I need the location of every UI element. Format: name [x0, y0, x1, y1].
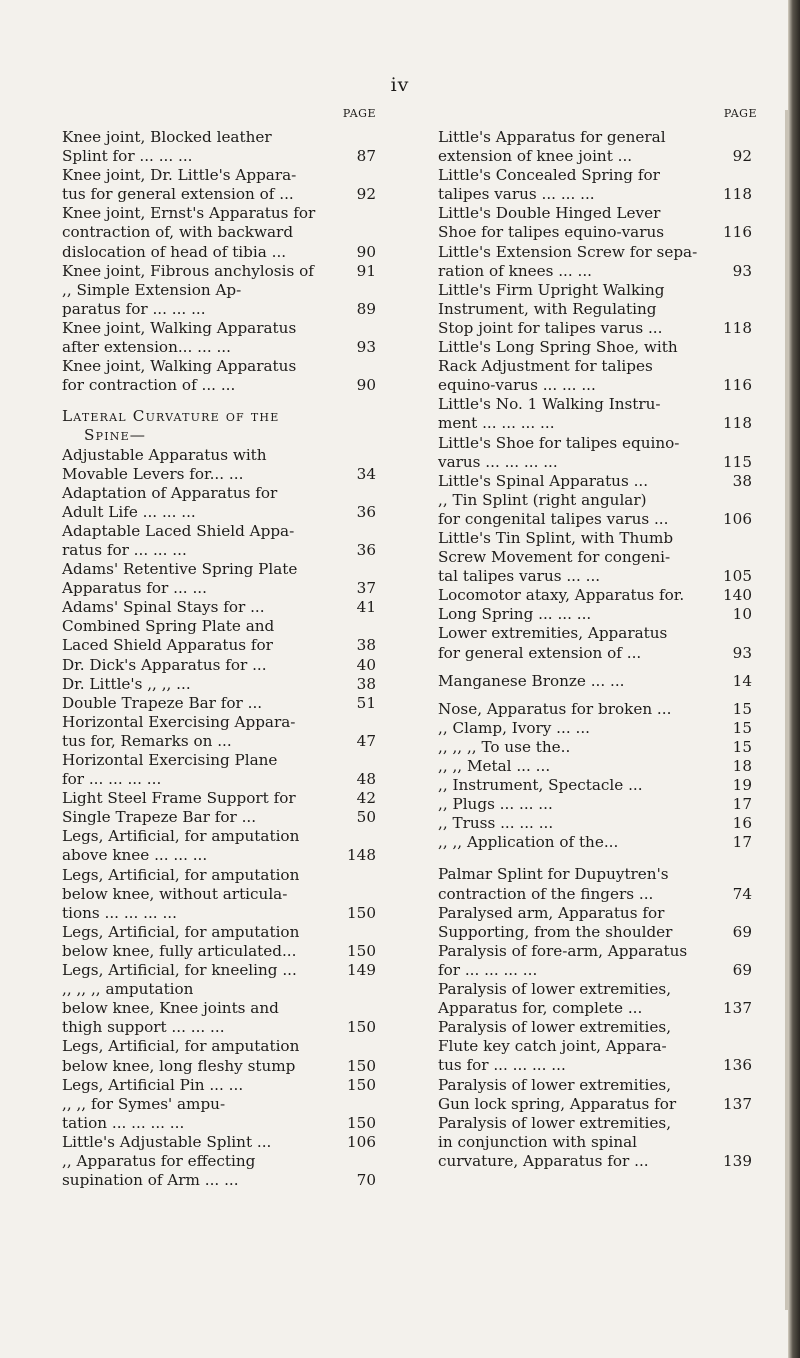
index-entry-line: Paralysis of lower extremities, — [438, 1113, 672, 1132]
page-reference: 115 — [723, 452, 752, 471]
page-reference: 93 — [732, 261, 752, 280]
index-entry-line: Combined Spring Plate and — [62, 617, 275, 636]
index-entry-line: ,, ,, ,, To use the.. — [438, 737, 571, 756]
index-entry-text — [62, 923, 376, 961]
page-reference: 42 — [356, 789, 376, 808]
index-entry-line: Palmar Splint for Dupuytren's — [438, 865, 669, 884]
index-entry-text — [438, 529, 748, 586]
page-reference: 91 — [356, 261, 376, 280]
index-entry — [438, 490, 752, 529]
index-entry-line: paratus for ... ... ... — [62, 299, 206, 318]
index-entry-line: Laced Shield Apparatus for — [62, 636, 273, 655]
index-entry-line: Legs, Artificial, for amputation — [62, 1037, 300, 1056]
index-entry — [438, 1113, 752, 1171]
index-entry-line: ,, Simple Extension Ap- — [62, 280, 242, 299]
index-entry-line: tation ... ... ... ... — [62, 1113, 185, 1132]
index-entry-text — [438, 738, 748, 757]
page-reference: 41 — [356, 598, 376, 617]
index-entry-line: Instrument, with Regulating — [438, 299, 657, 318]
index-entry-text — [438, 1018, 748, 1075]
index-entry-text — [62, 522, 376, 560]
index-entry-text — [438, 434, 748, 472]
index-entry — [62, 484, 376, 522]
index-entry-line: Adult Life ... ... ... — [62, 502, 196, 521]
index-entry — [438, 757, 752, 776]
index-entry-line: supination of Arm ... ... — [62, 1171, 239, 1190]
index-entry-text — [62, 789, 376, 808]
index-entry — [62, 262, 376, 281]
index-entry-text — [62, 560, 376, 598]
index-entry-text — [62, 446, 376, 484]
index-entry — [62, 1076, 376, 1095]
index-entry-line: Rack Adjustment for talipes — [438, 357, 653, 376]
index-entry-text — [438, 757, 748, 776]
index-entry — [62, 357, 376, 395]
index-entry-line: Adams' Retentive Spring Plate — [62, 560, 298, 579]
page-reference: 150 — [347, 1075, 376, 1094]
index-entry-line: Little's No. 1 Walking Instru- — [438, 395, 661, 414]
index-entry-line: for general extension of ... — [438, 643, 642, 662]
index-entry-line: ration of knees ... ... — [438, 261, 592, 280]
index-entry-text — [62, 961, 376, 980]
index-entry-line: Little's Double Hinged Lever — [438, 204, 661, 223]
page-reference: 150 — [347, 1056, 376, 1075]
page-reference: 148 — [347, 846, 376, 865]
index-entry-line: talipes varus ... ... ... — [438, 185, 595, 204]
index-entry-line: Shoe for talipes equino-varus — [438, 223, 665, 242]
section-heading — [62, 407, 376, 445]
page-reference: 105 — [723, 567, 752, 586]
index-entry — [438, 776, 752, 795]
page-reference: 69 — [732, 922, 752, 941]
page-reference: 51 — [356, 693, 376, 712]
index-entry — [62, 166, 376, 204]
index-entry-text — [438, 904, 748, 942]
index-entry — [62, 961, 376, 980]
index-entry-line: ,, Tin Splint (right angular) — [438, 490, 647, 509]
index-entry-text — [438, 605, 748, 624]
index-entry — [438, 699, 752, 719]
index-column-left — [62, 107, 376, 1190]
page-reference: 136 — [723, 1056, 752, 1075]
index-entry — [62, 560, 376, 598]
page-reference: 89 — [356, 299, 376, 318]
index-entry-line: Knee joint, Fibrous anchylosis of — [62, 261, 314, 280]
index-entry-text — [438, 814, 748, 833]
index-entry — [62, 751, 376, 789]
index-entry — [62, 694, 376, 713]
index-entry — [438, 586, 752, 605]
index-entry — [62, 617, 376, 655]
page-reference: 38 — [356, 636, 376, 655]
index-entry — [62, 923, 376, 961]
index-entry-text — [438, 281, 748, 338]
index-entry — [438, 204, 752, 242]
index-entry-text — [438, 624, 748, 662]
index-entry — [438, 280, 752, 338]
index-entry-text — [62, 617, 376, 655]
index-entry — [438, 865, 752, 903]
index-entry-text — [62, 694, 376, 713]
index-entry-text — [62, 319, 376, 357]
index-entry-line: ,, ,, Application of the... — [438, 833, 619, 852]
index-entry-text — [438, 776, 748, 795]
index-entry-line: Gun lock spring, Apparatus for — [438, 1094, 677, 1113]
page-reference: 87 — [356, 147, 376, 166]
index-entry-text — [62, 281, 376, 319]
index-entry-line: Dr. Little's ,, ,, ... — [62, 674, 191, 693]
index-entry-line: contraction of the fingers ... — [438, 884, 654, 903]
page-reference: 116 — [723, 376, 752, 395]
index-entry-line: Apparatus for, complete ... — [438, 999, 643, 1018]
index-entry — [438, 980, 752, 1018]
index-entry-line: for ... ... ... ... — [62, 770, 162, 789]
index-entry — [62, 789, 376, 808]
page-reference: 140 — [723, 586, 752, 605]
index-entry-line: Nose, Apparatus for broken ... — [438, 699, 672, 718]
index-entry-line: Dr. Dick's Apparatus for ... — [62, 655, 267, 674]
index-entry-text — [438, 472, 748, 491]
index-entry-line: above knee ... ... ... — [62, 846, 208, 865]
index-entry — [62, 1133, 376, 1152]
index-entry-text — [438, 586, 748, 605]
page-reference: 118 — [723, 414, 752, 433]
index-entry-line: Adams' Spinal Stays for ... — [62, 598, 265, 617]
page-reference: 70 — [356, 1171, 376, 1190]
page-reference: 48 — [356, 770, 376, 789]
index-entry — [62, 446, 376, 484]
index-entry — [62, 827, 376, 865]
index-entry-line: Paralysis of lower extremities, — [438, 1018, 672, 1037]
index-entry-text — [438, 1076, 748, 1114]
index-entry-text — [438, 719, 748, 738]
index-entry — [438, 433, 752, 472]
section-heading-line: Spine— — [84, 426, 147, 445]
index-entry-text — [438, 980, 748, 1018]
index-entry-line: Flute key catch joint, Appara- — [438, 1037, 667, 1056]
index-entry-line: Legs, Artificial, for amputation — [62, 827, 300, 846]
page-reference: 92 — [356, 185, 376, 204]
index-entry-text — [438, 833, 748, 852]
page-reference: 150 — [347, 903, 376, 922]
index-entry — [438, 1075, 752, 1114]
index-entry-line: tus for general extension of ... — [62, 185, 294, 204]
index-entry-line: Paralysis of fore-arm, Apparatus — [438, 941, 688, 960]
page-reference: 14 — [732, 671, 752, 690]
page-reference: 90 — [356, 242, 376, 261]
page-reference: 15 — [732, 699, 752, 718]
page-reference: 137 — [723, 1094, 752, 1113]
index-entry-line: Paralysis of lower extremities, — [438, 980, 672, 999]
index-entry — [438, 338, 752, 395]
index-entry-line: Apparatus for ... ... — [62, 579, 207, 598]
page-reference: 10 — [732, 605, 752, 624]
index-entry-text — [438, 1114, 748, 1171]
index-entry-line: ,, Instrument, Spectacle ... — [438, 776, 643, 795]
index-entry-line: tus for ... ... ... ... — [438, 1056, 566, 1075]
index-entry-line: ratus for ... ... ... — [62, 540, 187, 559]
index-entry-line: Horizontal Exercising Appara- — [62, 712, 296, 731]
index-entry — [62, 656, 376, 675]
index-entry — [438, 395, 752, 433]
page-reference: 38 — [356, 674, 376, 693]
index-column-right — [438, 107, 757, 1171]
index-entry-line: after extension... ... ... — [62, 338, 231, 357]
index-entry-line: Legs, Artificial, for amputation — [62, 865, 300, 884]
index-entry-line: thigh support ... ... ... — [62, 1018, 225, 1037]
index-entry-line: Little's Shoe for talipes equino- — [438, 433, 680, 452]
section-heading-line: Lateral Curvature of the — [62, 407, 280, 426]
index-entry-line: Little's Firm Upright Walking — [438, 280, 665, 299]
page-column-header: PAGE — [723, 107, 757, 120]
index-entry-text — [438, 128, 748, 166]
page-reference: 17 — [732, 833, 752, 852]
index-entry-text — [438, 338, 748, 395]
page-reference: 106 — [347, 1132, 376, 1151]
index-entry-text — [62, 675, 376, 694]
index-entry-line: Little's Long Spring Shoe, with — [438, 338, 678, 357]
index-entry-text — [62, 1076, 376, 1095]
page-reference: 69 — [732, 960, 752, 979]
index-entry-line: Supporting, from the shoulder — [438, 922, 673, 941]
index-entry-line: ,, ,, for Symes' ampu- — [62, 1094, 226, 1113]
index-entry-line: below knee, fully articulated... — [62, 941, 297, 960]
index-entry-line: Movable Levers for... ... — [62, 464, 244, 483]
index-entry-line: contraction of, with backward — [62, 223, 294, 242]
index-entry — [438, 814, 752, 833]
index-entry-line: Splint for ... ... ... — [62, 147, 193, 166]
index-entry-line: ,, Truss ... ... ... — [438, 814, 554, 833]
index-entry-text — [62, 751, 376, 789]
index-entry-line: for ... ... ... ... — [438, 960, 538, 979]
page-reference: 34 — [356, 464, 376, 483]
index-entry — [438, 605, 752, 624]
index-entry-line: ,, Plugs ... ... ... — [438, 795, 553, 814]
index-entry-text — [62, 357, 376, 395]
index-entry-text — [438, 700, 748, 719]
index-entry — [438, 795, 752, 814]
page-reference: 37 — [356, 579, 376, 598]
index-entry — [62, 675, 376, 694]
index-entry — [438, 471, 752, 491]
index-entry-text — [62, 713, 376, 751]
index-entry — [62, 980, 376, 1037]
index-entry-line: in conjunction with spinal — [438, 1132, 638, 1151]
index-entry — [62, 522, 376, 560]
index-entry — [438, 624, 752, 662]
index-entry-text — [62, 656, 376, 675]
index-entry-line: curvature, Apparatus for ... — [438, 1151, 649, 1170]
index-entry-line: Legs, Artificial, for kneeling ... — [62, 961, 297, 980]
index-entry-line: tions ... ... ... ... — [62, 903, 177, 922]
index-entry-line: for congenital talipes varus ... — [438, 509, 669, 528]
index-entry-line: ,, Apparatus for effecting — [62, 1151, 256, 1170]
index-entry-line: Stop joint for talipes varus ... — [438, 318, 663, 337]
page-reference: 15 — [732, 737, 752, 756]
index-entry-line: Locomotor ataxy, Apparatus for. — [438, 586, 685, 605]
page-reference: 116 — [723, 223, 752, 242]
index-entry — [62, 1037, 376, 1075]
page-reference: 19 — [732, 776, 752, 795]
index-entry — [62, 598, 376, 617]
index-entry-line: Double Trapeze Bar for ... — [62, 693, 263, 712]
page-number: iv — [390, 74, 410, 96]
index-entry-line: below knee, Knee joints and — [62, 999, 279, 1018]
index-entry-line: Adaptation of Apparatus for — [62, 483, 278, 502]
index-entry-line: Screw Movement for congeni- — [438, 548, 671, 567]
page-reference: 36 — [356, 540, 376, 559]
index-entry-line: Little's Concealed Spring for — [438, 166, 660, 185]
index-entry — [62, 713, 376, 751]
index-entry-text — [438, 672, 748, 691]
index-entry-line: tus for, Remarks on ... — [62, 731, 232, 750]
index-entry — [438, 941, 752, 980]
page-reference: 36 — [356, 502, 376, 521]
index-entry-text — [62, 980, 376, 1037]
index-entry-text — [438, 942, 748, 980]
index-entry-line: Knee joint, Dr. Little's Appara- — [62, 166, 297, 185]
page-column-header: PAGE — [342, 107, 376, 120]
index-entry-text — [62, 1037, 376, 1075]
index-entry-line: below knee, long fleshy stump — [62, 1056, 296, 1075]
page-reference: 18 — [732, 757, 752, 775]
page-reference: 139 — [723, 1151, 752, 1170]
index-entry — [438, 128, 752, 166]
index-entry — [438, 242, 752, 281]
index-entry-line: equino-varus ... ... ... — [438, 376, 596, 395]
page-reference: 150 — [347, 1113, 376, 1132]
page-reference: 74 — [732, 884, 752, 903]
index-entry — [438, 1018, 752, 1075]
index-entry-line: ,, ,, ,, amputation — [62, 980, 194, 999]
page-reference: 137 — [723, 999, 752, 1018]
index-entry-line: Single Trapeze Bar for ... — [62, 808, 257, 827]
book-spine-edge — [788, 0, 800, 1358]
index-entry — [438, 718, 752, 738]
index-entry — [438, 528, 752, 586]
index-entry-line: for contraction of ... ... — [62, 376, 236, 395]
index-entry-text — [62, 866, 376, 923]
page-reference: 47 — [356, 731, 376, 750]
page-reference: 118 — [723, 185, 752, 204]
index-entry — [438, 903, 752, 942]
index-entry-text — [438, 204, 748, 242]
index-entry-line: extension of knee joint ... — [438, 147, 633, 166]
page-reference: 150 — [347, 1018, 376, 1037]
index-entry-text — [62, 808, 376, 827]
index-entry-line: ,, Clamp, Ivory ... ... — [438, 718, 590, 737]
page-reference: 38 — [732, 471, 752, 490]
index-entry — [62, 808, 376, 827]
index-entry-text — [62, 1133, 376, 1152]
index-entry-line: Knee joint, Walking Apparatus — [62, 357, 297, 376]
index-entry-text — [62, 827, 376, 865]
index-entry-line: ment ... ... ... ... — [438, 414, 555, 433]
index-entry-line: Little's Tin Splint, with Thumb — [438, 528, 674, 547]
index-entry — [62, 128, 376, 166]
index-entry-line: Legs, Artificial, for amputation — [62, 922, 300, 941]
index-entry-text — [62, 598, 376, 617]
index-entry — [62, 1152, 376, 1190]
page-reference: 90 — [356, 376, 376, 395]
index-entry-line: Knee joint, Walking Apparatus — [62, 318, 297, 337]
index-entry — [438, 671, 752, 691]
index-entry-line: Adjustable Apparatus with — [62, 445, 267, 464]
index-entry-line: below knee, without articula- — [62, 884, 288, 903]
index-entry — [438, 166, 752, 204]
index-entry-line: Lower extremities, Apparatus — [438, 624, 668, 643]
index-entry-line: Paralysis of lower extremities, — [438, 1075, 672, 1094]
page-reference: 17 — [732, 795, 752, 814]
page-reference: 106 — [723, 509, 752, 528]
index-entry-line: Little's Adjustable Splint ... — [62, 1132, 272, 1151]
index-entry-line: dislocation of head of tibia ... — [62, 242, 287, 261]
index-entry-text — [438, 243, 748, 281]
index-entry-line: Knee joint, Blocked leather — [62, 128, 272, 146]
page-reference: 92 — [732, 147, 752, 166]
index-entry-line: Little's Spinal Apparatus ... — [438, 471, 649, 490]
index-entry-line: varus ... ... ... ... — [438, 452, 558, 471]
index-entry — [62, 1095, 376, 1133]
index-entry-text — [62, 1095, 376, 1133]
index-entry-text — [62, 204, 376, 261]
page-reference: 149 — [347, 961, 376, 980]
index-entry — [62, 866, 376, 923]
page-reference: 16 — [732, 814, 752, 833]
index-entry-line: Horizontal Exercising Plane — [62, 751, 278, 769]
index-entry — [438, 833, 752, 852]
index-entry — [62, 204, 376, 261]
index-entry-text — [438, 166, 748, 204]
index-entry-line: Adaptable Laced Shield Appa- — [62, 521, 295, 540]
index-entry-line: Paralysed arm, Apparatus for — [438, 903, 665, 922]
index-entry-text — [438, 491, 748, 529]
index-entry-text — [62, 1152, 376, 1190]
index-entry-text — [62, 166, 376, 204]
index-entry-text — [62, 484, 376, 522]
page-reference: 50 — [356, 808, 376, 827]
index-entry-text — [62, 128, 376, 166]
index-entry-line: Little's Extension Screw for sepa- — [438, 242, 698, 261]
index-entry-line: Light Steel Frame Support for — [62, 789, 296, 808]
index-entry-text — [438, 795, 748, 814]
index-entry-line: Manganese Bronze ... ... — [438, 671, 625, 690]
index-entry-text — [438, 395, 748, 433]
index-entry-text — [62, 262, 376, 281]
index-entry-line: Long Spring ... ... ... — [438, 605, 592, 624]
index-entry — [62, 281, 376, 319]
index-entry — [438, 737, 752, 757]
index-entry-line: tal talipes varus ... ... — [438, 567, 601, 586]
page-reference: 93 — [732, 643, 752, 662]
index-entry-text — [438, 865, 748, 903]
index-entry-line: ,, ,, Metal ... ... — [438, 757, 551, 775]
page-reference: 93 — [356, 338, 376, 357]
index-entry-line: Little's Apparatus for general — [438, 128, 666, 146]
page-reference: 150 — [347, 941, 376, 960]
page-reference: 118 — [723, 318, 752, 337]
index-entry — [62, 319, 376, 357]
page-reference: 40 — [356, 655, 376, 674]
index-entry-line: Knee joint, Ernst's Apparatus for — [62, 204, 316, 223]
page-reference: 15 — [732, 718, 752, 737]
index-entry-line: Legs, Artificial Pin ... ... — [62, 1075, 244, 1094]
